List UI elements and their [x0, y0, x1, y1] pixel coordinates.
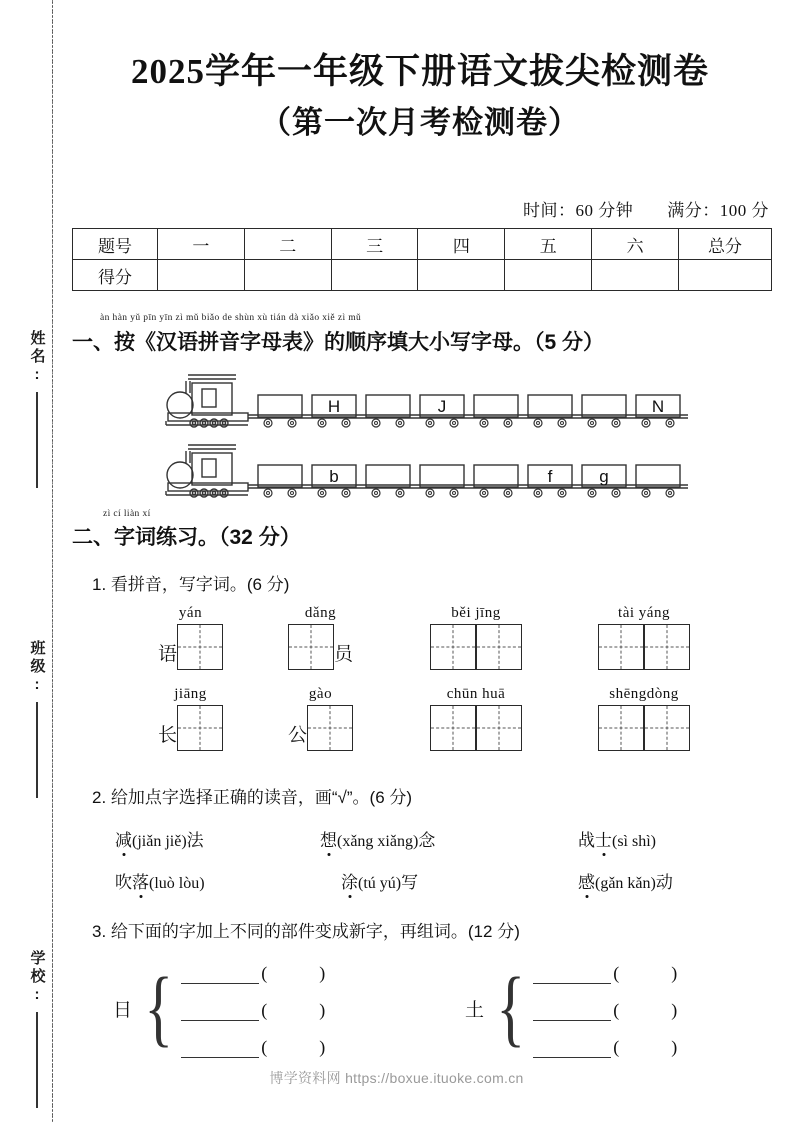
margin-field-name-label: 姓名: [28, 330, 46, 386]
score-table-col-6: 六 [592, 229, 679, 260]
exam-meta [523, 196, 769, 221]
tianzige-box[interactable] [644, 624, 690, 670]
tianzige-box[interactable] [476, 624, 522, 670]
page-title-line1: 2025学年一年级下册语文拔尖检测卷 [130, 52, 709, 91]
section-1-pinyin: àn hàn yǔ pīn yīn zì mǔ biǎo de shùn xù tián dà xiǎo xiě zì mǔ [100, 313, 362, 323]
train1-car-8-letter: N [651, 397, 665, 416]
tianzige-box[interactable] [476, 705, 522, 751]
pinyin-options[interactable]: (sì shì) [612, 833, 656, 850]
dotted-char: 感 [578, 868, 595, 893]
base-char: 土 [465, 999, 485, 1021]
margin-field-class [14, 640, 60, 798]
lowercase-letter-train [158, 443, 698, 505]
answer-parentheses[interactable]: ( ) [261, 1000, 326, 1020]
base-char: 日 [113, 999, 133, 1021]
score-cell-1[interactable] [158, 260, 245, 291]
page-title-line2: （第一次月考检测卷） [260, 105, 580, 140]
left-brace-icon: { [144, 959, 174, 1056]
pinyin-write-item-2 [288, 605, 353, 670]
score-table [72, 228, 772, 291]
answer-row[interactable] [181, 995, 325, 1021]
score-cell-2[interactable] [244, 260, 331, 291]
question-1-heading: 1. 看拼音，写字词。(6 分) [92, 575, 290, 594]
pinyin-label: dǎng [304, 605, 337, 621]
pinyin-options[interactable]: (tú yú) [358, 875, 402, 892]
train-graphic-lowercase [158, 443, 698, 505]
answer-parentheses[interactable]: ( ) [613, 1037, 678, 1057]
margin-field-class-label: 班级: [28, 640, 46, 696]
pinyin-label: běi jīng [451, 605, 501, 621]
answer-blank-line[interactable] [533, 969, 611, 984]
answer-blank-line[interactable] [181, 969, 259, 984]
prefix-char: 长 [158, 725, 178, 746]
score-table-col-4: 四 [418, 229, 505, 260]
pinyin-options[interactable]: (gǎn kǎn) [595, 875, 656, 892]
brace-group-ri [113, 958, 325, 1058]
dotted-char: 士 [595, 826, 612, 851]
margin-field-name-rule [36, 392, 38, 488]
score-cell-4[interactable] [418, 260, 505, 291]
train-graphic-uppercase [158, 373, 698, 435]
tianzige-box[interactable] [598, 624, 644, 670]
tianzige-box[interactable] [430, 705, 476, 751]
answer-row[interactable] [533, 995, 677, 1021]
train-cars-group [258, 395, 680, 427]
tianzige-box[interactable] [644, 705, 690, 751]
train2-car-6-letter: f [547, 467, 553, 486]
pinyin-label: gào [308, 686, 333, 702]
margin-field-school-rule [36, 1012, 38, 1108]
before-char: 战 [578, 831, 595, 850]
table-row-header [73, 229, 772, 260]
reading-choice-item-2[interactable] [320, 826, 435, 851]
pinyin-write-item-6 [288, 686, 353, 751]
pinyin-label: yán [178, 605, 203, 621]
pinyin-write-item-8 [598, 686, 690, 751]
exam-time-label: 时间：60 分钟 [523, 201, 634, 220]
answer-row[interactable] [181, 1032, 325, 1058]
answer-blank-line[interactable] [533, 1006, 611, 1021]
train-cars-group [258, 465, 680, 497]
tianzige-box[interactable] [430, 624, 476, 670]
reading-choice-item-3[interactable] [578, 826, 656, 851]
prefix-char: 公 [288, 725, 308, 746]
answer-row[interactable] [533, 1032, 677, 1058]
tianzige-box[interactable] [307, 705, 353, 751]
answer-row[interactable] [533, 958, 677, 984]
section-2-heading: 二、字词练习。（32 分） [72, 526, 301, 549]
score-table-row-label-2: 得分 [73, 260, 158, 291]
pinyin-write-item-3 [430, 605, 522, 670]
answer-blank-line[interactable] [533, 1043, 611, 1058]
pinyin-options[interactable]: (luò lòu) [149, 875, 205, 892]
exam-fullmark-label: 满分：100 分 [667, 201, 769, 220]
answer-row[interactable] [181, 958, 325, 984]
dotted-char: 落 [132, 868, 149, 893]
score-cell-total[interactable] [679, 260, 772, 291]
reading-choice-item-1[interactable] [115, 826, 204, 851]
pinyin-label: chūn huā [446, 686, 506, 702]
reading-choice-item-5[interactable] [341, 868, 418, 893]
score-cell-6[interactable] [592, 260, 679, 291]
score-table-row-label-1: 题号 [73, 229, 158, 260]
train1-car-4-letter: J [437, 397, 447, 416]
dotted-char: 想 [320, 826, 337, 851]
pinyin-label: shēngdòng [609, 686, 679, 702]
answer-parentheses[interactable]: ( ) [613, 1000, 678, 1020]
reading-choice-item-6[interactable] [578, 868, 673, 893]
pinyin-label: tài yáng [618, 605, 670, 621]
reading-choice-item-4[interactable] [115, 868, 205, 893]
score-table-col-2: 二 [244, 229, 331, 260]
pinyin-label: jiāng [174, 686, 207, 702]
pinyin-write-item-1 [158, 605, 223, 670]
table-row-score [73, 260, 772, 291]
score-cell-3[interactable] [331, 260, 418, 291]
train2-car-7-letter: g [599, 467, 609, 486]
answer-parentheses[interactable]: ( ) [261, 963, 326, 983]
footer-watermark: 博学资料网 https://boxue.ituoke.com.cn [269, 1070, 524, 1086]
question-2-heading: 2. 给加点字选择正确的读音，画“√”。(6 分) [92, 788, 413, 807]
prefix-char: 语 [158, 644, 178, 665]
pinyin-options[interactable]: (xǎng xiǎng) [337, 833, 419, 850]
pinyin-write-item-5 [158, 686, 223, 751]
answer-parentheses[interactable]: ( ) [261, 1037, 326, 1057]
after-char: 念 [418, 831, 436, 850]
suffix-char: 员 [334, 644, 354, 665]
pinyin-options[interactable]: (jiǎn jiě) [132, 833, 187, 850]
after-char: 法 [186, 831, 204, 850]
pinyin-write-item-4 [598, 605, 690, 670]
tianzige-box[interactable] [177, 705, 223, 751]
before-char: 吹 [115, 873, 132, 892]
score-table-col-total: 总分 [679, 229, 772, 260]
dotted-char: 涂 [341, 868, 358, 893]
margin-field-name [14, 330, 60, 488]
score-table-col-1: 一 [158, 229, 245, 260]
brace-group-tu [465, 958, 677, 1058]
section-2-pinyin: zì cí liàn xí [103, 509, 151, 519]
tianzige-box[interactable] [288, 624, 334, 670]
tianzige-box[interactable] [598, 705, 644, 751]
score-cell-5[interactable] [505, 260, 592, 291]
after-char: 写 [401, 873, 419, 892]
score-table-col-3: 三 [331, 229, 418, 260]
section-1-heading: 一、按《汉语拼音字母表》的顺序填大小写字母。（5 分） [72, 331, 605, 354]
train2-car-2-letter: b [329, 467, 339, 486]
dotted-char: 减 [115, 826, 132, 851]
question-3-heading: 3. 给下面的字加上不同的部件变成新字，再组词。(12 分) [92, 922, 520, 941]
after-char: 动 [655, 873, 673, 892]
answer-parentheses[interactable]: ( ) [613, 963, 678, 983]
page-title [70, 48, 770, 146]
train1-car-2-letter: H [327, 397, 341, 416]
uppercase-letter-train [158, 373, 698, 435]
pinyin-write-item-7 [430, 686, 522, 751]
margin-field-class-rule [36, 702, 38, 798]
left-brace-icon: { [496, 959, 526, 1056]
margin-field-school-label: 学校: [28, 950, 46, 1006]
score-table-col-5: 五 [505, 229, 592, 260]
tianzige-box[interactable] [177, 624, 223, 670]
answer-blank-line[interactable] [181, 1043, 259, 1058]
answer-blank-line[interactable] [181, 1006, 259, 1021]
